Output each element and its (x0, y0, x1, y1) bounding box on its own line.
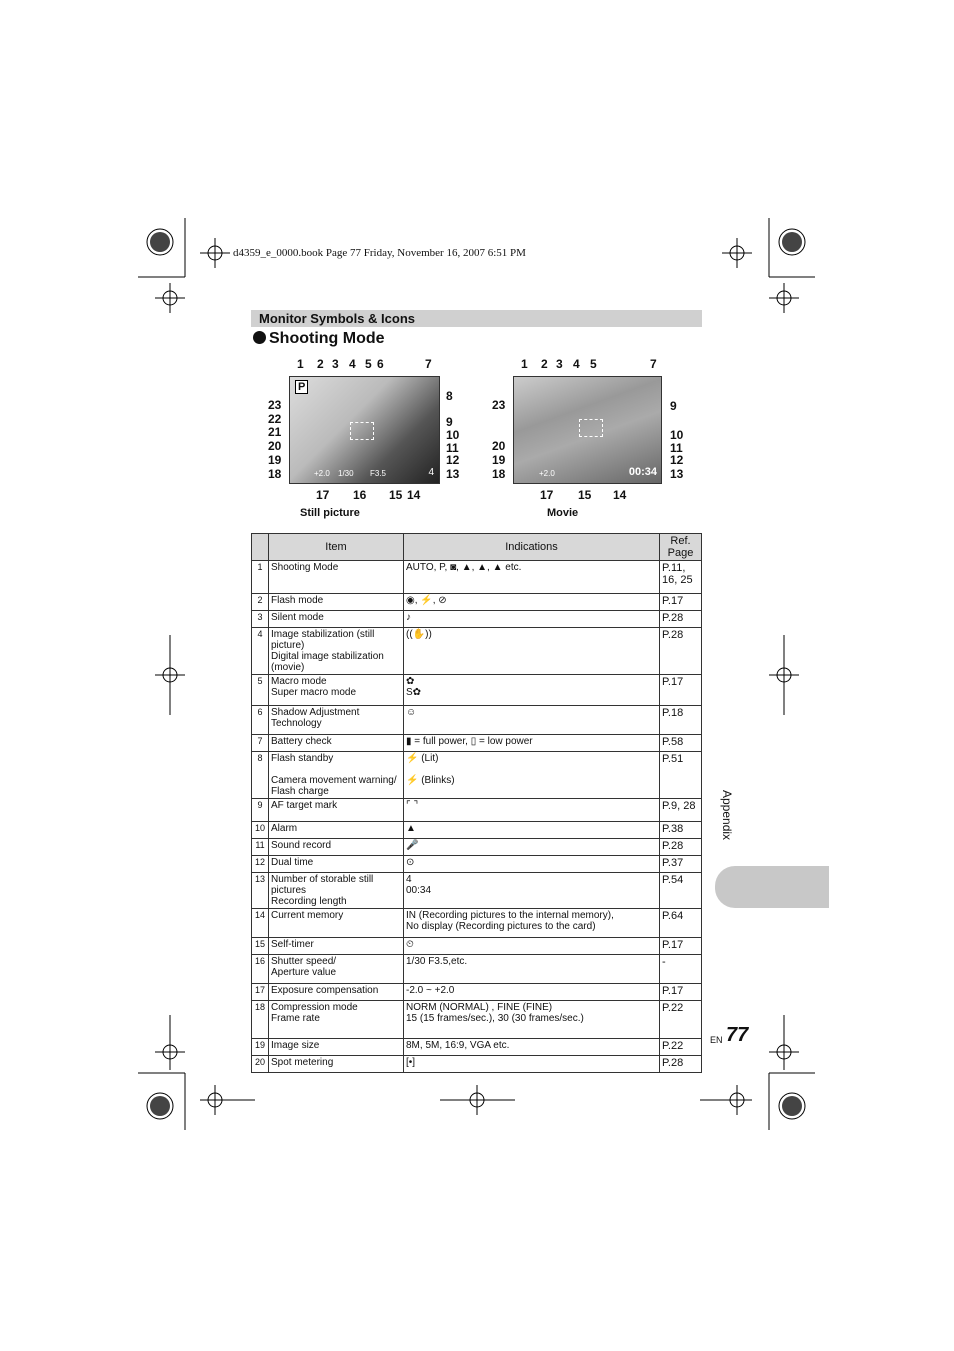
row-item: Image size (269, 1039, 404, 1056)
callout-number: 20 (492, 439, 506, 453)
section-title: Monitor Symbols & Icons (251, 310, 702, 327)
header-number (252, 534, 269, 561)
row-number: 14 (252, 909, 269, 938)
shutter-value: 1/30 (338, 469, 354, 478)
row-indications: AUTO, P, ◙, ▲, ▲, ▲ etc. (404, 561, 660, 594)
row-item: Macro mode Super macro mode (269, 675, 404, 706)
row-indications: [•] (404, 1056, 660, 1073)
page-number: 77 (726, 1024, 749, 1046)
callout-number: 21 (268, 425, 282, 439)
table-row (252, 955, 702, 984)
callout-number: 13 (670, 467, 684, 481)
row-item: Alarm (269, 822, 404, 839)
row-item: Image stabilization (still picture) Digital image stabilization (movie) (269, 628, 404, 675)
row-ref: P.64 (660, 909, 702, 938)
callout-number: 15 (578, 488, 592, 502)
row-number: 9 (252, 799, 269, 822)
row-indications: 4 00:34 (404, 873, 660, 909)
row-ref: P.18 (660, 706, 702, 735)
row-item: Flash mode (269, 594, 404, 611)
table-row (252, 675, 702, 706)
row-ref: P.38 (660, 822, 702, 839)
table-row (252, 735, 702, 752)
callout-number: 5 (590, 357, 597, 371)
row-number: 2 (252, 594, 269, 611)
callout-number: 14 (613, 488, 627, 502)
row-number: 16 (252, 955, 269, 984)
subtitle-text: Shooting Mode (269, 330, 385, 347)
row-ref: P.37 (660, 856, 702, 873)
row-number: 12 (252, 856, 269, 873)
aperture-value: F3.5 (370, 469, 387, 478)
row-ref: P.54 (660, 873, 702, 909)
row-ref: - (660, 955, 702, 984)
callout-number: 8 (446, 389, 453, 403)
row-number: 13 (252, 873, 269, 909)
table-row (252, 856, 702, 873)
table-row (252, 752, 702, 799)
row-number: 4 (252, 628, 269, 675)
table-row (252, 706, 702, 735)
callout-number: 4 (573, 357, 580, 371)
callout-number: 18 (492, 467, 506, 481)
row-number: 1 (252, 561, 269, 594)
row-indications: ((✋)) (404, 628, 660, 675)
row-number: 19 (252, 1039, 269, 1056)
row-number: 20 (252, 1056, 269, 1073)
row-ref: P.28 (660, 611, 702, 628)
row-item: Dual time (269, 856, 404, 873)
table-row (252, 873, 702, 909)
row-indications: 🎤 (404, 839, 660, 856)
callout-number: 1 (297, 357, 304, 371)
row-indications: IN (Recording pictures to the internal memory), No display (Recording pictures to the card) (404, 909, 660, 938)
row-number: 3 (252, 611, 269, 628)
row-ref: P.17 (660, 984, 702, 1001)
table-row (252, 1039, 702, 1056)
row-number: 17 (252, 984, 269, 1001)
row-indications: ▮ = full power, ▯ = low power (404, 735, 660, 752)
row-item: Sound record (269, 839, 404, 856)
row-item: Flash standby Camera movement warning/ Flash charge (269, 752, 404, 799)
callout-number: 1 (521, 357, 528, 371)
callout-number: 11 (670, 441, 683, 455)
row-ref: P.17 (660, 594, 702, 611)
callout-number: 23 (492, 398, 506, 412)
still-caption: Still picture (300, 507, 360, 519)
row-item: Compression mode Frame rate (269, 1001, 404, 1039)
row-indications: ☺ (404, 706, 660, 735)
recording-time: 00:34 (628, 466, 657, 478)
callout-number: 5 (365, 357, 372, 371)
callout-number: 3 (556, 357, 563, 371)
callout-number: 6 (377, 357, 384, 371)
table-row (252, 799, 702, 822)
row-indications: ⏲ (404, 938, 660, 955)
row-number: 18 (252, 1001, 269, 1039)
row-item: Shooting Mode (269, 561, 404, 594)
row-item: Shadow Adjustment Technology (269, 706, 404, 735)
row-number: 6 (252, 706, 269, 735)
page-language: EN (710, 1035, 723, 1045)
row-ref: P.9, 28 (660, 799, 702, 822)
appendix-label: Appendix (720, 790, 734, 841)
row-indications: ⌜ ⌝ (404, 799, 660, 822)
callout-number: 19 (268, 453, 282, 467)
row-item: Battery check (269, 735, 404, 752)
row-ref: P.11, 16, 25 (660, 561, 702, 594)
movie-screen (513, 376, 662, 484)
callout-number: 2 (541, 357, 548, 371)
row-item: Shutter speed/ Aperture value (269, 955, 404, 984)
row-indications: NORM (NORMAL) , FINE (FINE) 15 (15 frames/sec.), 30 (30 frames/sec.) (404, 1001, 660, 1039)
callout-number: 12 (670, 453, 684, 467)
row-indications: ♪ (404, 611, 660, 628)
row-number: 8 (252, 752, 269, 799)
callout-number: 14 (407, 488, 421, 502)
table-row (252, 938, 702, 955)
row-number: 10 (252, 822, 269, 839)
callout-number: 2 (317, 357, 324, 371)
row-ref: P.22 (660, 1001, 702, 1039)
still-picture-screen (289, 376, 440, 484)
row-item: Spot metering (269, 1056, 404, 1073)
table-row (252, 594, 702, 611)
row-indications: 1/30 F3.5,etc. (404, 955, 660, 984)
mode-icon: P (295, 380, 308, 394)
table-row (252, 628, 702, 675)
callout-number: 20 (268, 439, 282, 453)
header-item: Item (269, 534, 404, 561)
callout-number: 23 (268, 398, 282, 412)
row-indications: ▲ (404, 822, 660, 839)
callout-number: 4 (349, 357, 356, 371)
callout-number: 19 (492, 453, 506, 467)
table-row (252, 1001, 702, 1039)
subtitle (253, 330, 385, 348)
picture-count: 4 (428, 467, 434, 478)
callout-number: 9 (446, 415, 453, 429)
af-target-mark (579, 419, 603, 437)
row-ref: P.28 (660, 628, 702, 675)
callout-number: 10 (670, 428, 684, 442)
bullet-icon (253, 331, 266, 344)
row-ref: P.51 (660, 752, 702, 799)
table-row (252, 1056, 702, 1073)
row-item: Self-timer (269, 938, 404, 955)
callout-number: 22 (268, 412, 282, 426)
row-ref: P.22 (660, 1039, 702, 1056)
exposure-value: +2.0 (314, 469, 330, 478)
callout-number: 16 (353, 488, 367, 502)
row-indications: 8M, 5M, 16:9, VGA etc. (404, 1039, 660, 1056)
callout-number: 17 (316, 488, 330, 502)
callout-number: 18 (268, 467, 282, 481)
callout-number: 7 (425, 357, 432, 371)
table-row (252, 984, 702, 1001)
row-ref: P.28 (660, 1056, 702, 1073)
row-indications: -2.0 ~ +2.0 (404, 984, 660, 1001)
header-indications: Indications (404, 534, 660, 561)
table-row (252, 822, 702, 839)
row-indications: ⚡ (Lit) ⚡ (Blinks) (404, 752, 660, 799)
header-ref: Ref. Page (660, 534, 702, 561)
callout-number: 15 (389, 488, 403, 502)
table-body (252, 561, 702, 1073)
exposure-value: +2.0 (539, 469, 555, 478)
table-row (252, 611, 702, 628)
callout-number: 17 (540, 488, 554, 502)
callout-number: 3 (332, 357, 339, 371)
row-ref: P.17 (660, 675, 702, 706)
row-item: AF target mark (269, 799, 404, 822)
row-ref: P.28 (660, 839, 702, 856)
table-row (252, 909, 702, 938)
callout-number: 9 (670, 399, 677, 413)
print-header: d4359_e_0000.book Page 77 Friday, November 16, 2007 6:51 PM (233, 247, 526, 259)
callout-number: 7 (650, 357, 657, 371)
symbols-table (251, 533, 702, 1073)
row-item: Silent mode (269, 611, 404, 628)
row-ref: P.17 (660, 938, 702, 955)
table-row (252, 839, 702, 856)
row-indications: ◉, ⚡, ⊘ (404, 594, 660, 611)
row-number: 7 (252, 735, 269, 752)
callout-number: 10 (446, 428, 460, 442)
appendix-tab (715, 866, 829, 908)
callout-number: 11 (446, 441, 459, 455)
row-number: 15 (252, 938, 269, 955)
table-row (252, 561, 702, 594)
row-indications: ⊙ (404, 856, 660, 873)
row-item: Current memory (269, 909, 404, 938)
callout-number: 12 (446, 453, 460, 467)
table-header-row (252, 534, 702, 561)
row-ref: P.58 (660, 735, 702, 752)
movie-caption: Movie (547, 507, 579, 519)
callout-number: 13 (446, 467, 460, 481)
row-number: 11 (252, 839, 269, 856)
row-item: Exposure compensation (269, 984, 404, 1001)
row-number: 5 (252, 675, 269, 706)
row-indications: ✿ S✿ (404, 675, 660, 706)
row-item: Number of storable still pictures Recording length (269, 873, 404, 909)
af-target-mark (350, 422, 374, 440)
